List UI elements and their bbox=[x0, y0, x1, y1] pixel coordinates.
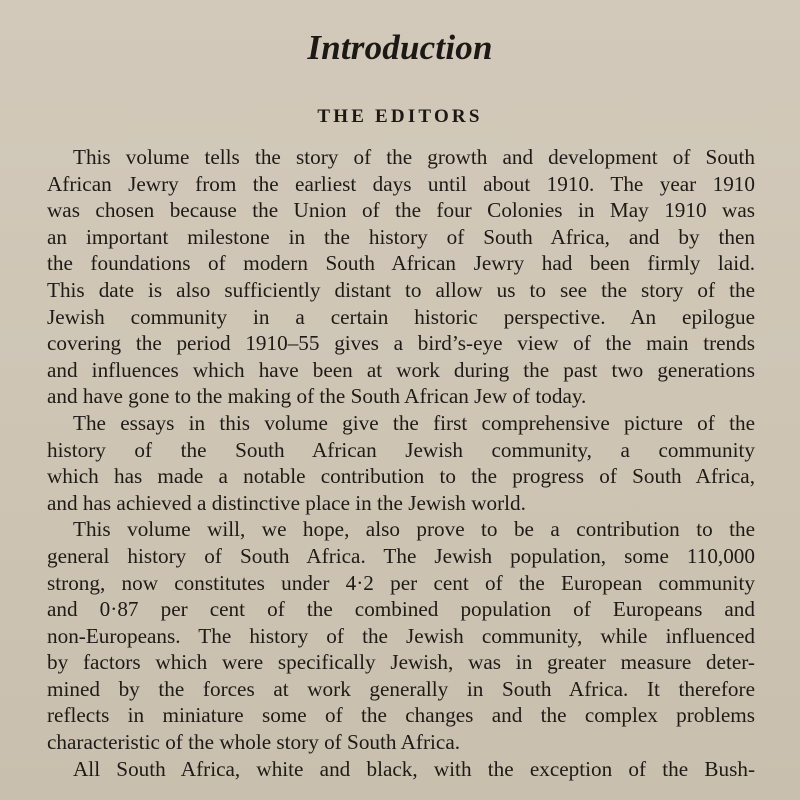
text-line: Jewish community in a certain historic perspective. An epilogue bbox=[47, 304, 755, 329]
text-line: The essays in this volume give the first comprehensive picture of the bbox=[73, 410, 755, 435]
text-line: and influences which have been at work during the past two generations bbox=[47, 357, 755, 382]
text-line: African Jewry from the earliest days until about 1910. The year 1910 bbox=[47, 171, 755, 196]
text-line: was chosen because the Union of the four Colonies in May 1910 was bbox=[47, 198, 755, 223]
body-text bbox=[47, 144, 755, 782]
text-line: and has achieved a distinctive place in the Jewish world. bbox=[47, 490, 526, 515]
text-line: strong, now constitutes under 4·2 per cent of the European community bbox=[47, 570, 755, 595]
text-line: general history of South Africa. The Jewish population, some 110,000 bbox=[47, 543, 755, 568]
text-line: the foundations of modern South African Jewry had been firmly laid. bbox=[47, 251, 755, 276]
text-line: All South Africa, white and black, with the exception of the Bush- bbox=[73, 756, 755, 781]
chapter-author: THE EDITORS bbox=[317, 106, 483, 127]
text-line: and 0·87 per cent of the combined population of Europeans and bbox=[47, 597, 755, 622]
text-line: an important milestone in the history of South Africa, and by then bbox=[47, 224, 755, 249]
text-line: This volume will, we hope, also prove to be a contribution to the bbox=[73, 517, 755, 542]
text-line: characteristic of the whole story of South Africa. bbox=[47, 730, 461, 755]
text-line: which has made a notable contribution to the progress of South Africa, bbox=[47, 464, 755, 489]
text-line: reflects in miniature some of the changes and the complex problems bbox=[47, 703, 755, 728]
text-line: mined by the forces at work generally in South Africa. It therefore bbox=[47, 676, 755, 701]
text-line: history of the South African Jewish community, a community bbox=[47, 437, 755, 462]
text-line: non-Europeans. The history of the Jewish community, while influenced bbox=[47, 623, 755, 648]
text-line: by factors which were specifically Jewish, was in greater measure deter- bbox=[47, 650, 755, 675]
text-line: and have gone to the making of the South African Jew of today. bbox=[47, 384, 587, 409]
text-line: covering the period 1910–55 gives a bird’s-eye view of the main trends bbox=[47, 331, 755, 356]
chapter-title: Introduction bbox=[307, 28, 493, 67]
text-line: This date is also sufficiently distant to allow us to see the story of the bbox=[47, 277, 755, 302]
text-line: This volume tells the story of the growth and development of South bbox=[73, 145, 755, 169]
